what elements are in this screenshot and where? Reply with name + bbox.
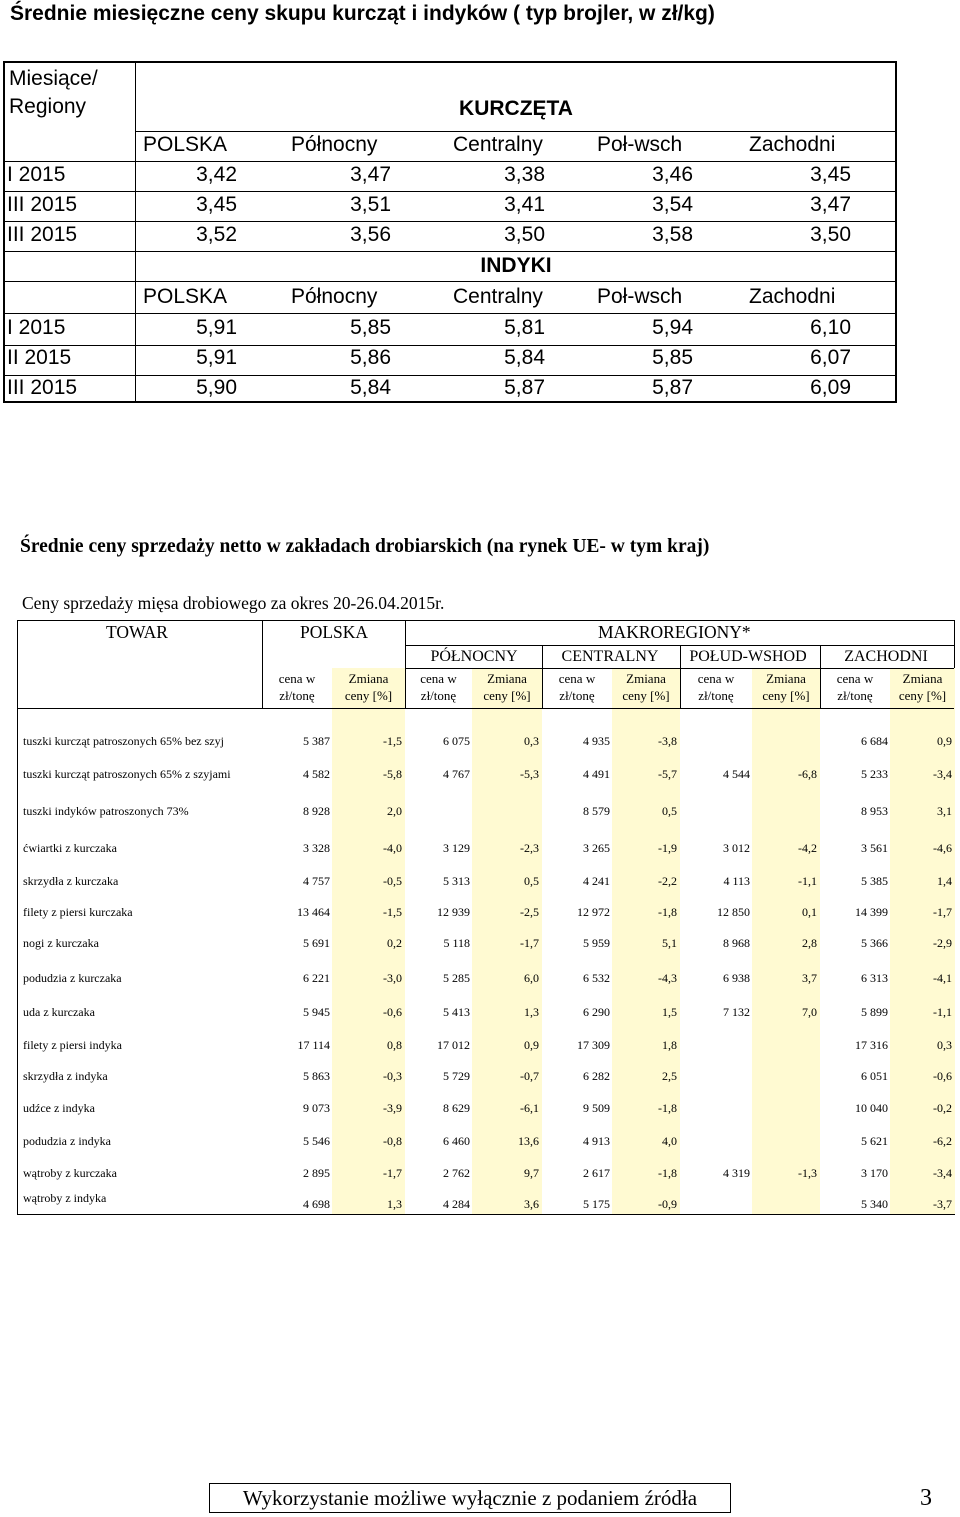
column-header-kurczeta-4: Zachodni [749,133,836,156]
data-cell: 5 285 [443,971,470,985]
data-cell: 5,1 [662,936,677,950]
section-title: Średnie ceny sprzedaży netto w zakładach drobiarskich (na rynek UE- w tym kraj) [20,536,710,557]
data-cell: 2 617 [583,1166,610,1180]
data-cell: 6 290 [583,1005,610,1019]
price-cell: 3,58 [652,223,693,246]
data-cell: 6 313 [861,971,888,985]
price-cell: 5,90 [196,376,237,399]
data-cell: 5 729 [443,1069,470,1083]
data-cell: -0,5 [383,874,402,888]
data-cell: -2,2 [658,874,677,888]
price-cell: 6,07 [810,346,851,369]
data-cell: 5 413 [443,1005,470,1019]
data-cell: 17 309 [577,1038,610,1052]
data-cell: 5 621 [861,1134,888,1148]
data-cell: -6,1 [520,1101,539,1115]
data-cell: 2 895 [303,1166,330,1180]
data-cell: 1,4 [937,874,952,888]
data-cell: 9 509 [583,1101,610,1115]
data-cell: 0,3 [524,734,539,748]
product-label: filety z piersi kurczaka [23,905,133,919]
subheader-change: Zmiana [902,671,943,686]
data-cell: -5,8 [383,767,402,781]
column-header-indyki-2: Centralny [453,285,543,308]
column-header-kurczeta-3: Poł-wsch [597,133,683,156]
price-cell: 3,51 [350,193,391,216]
region-header: POŁUD-WSHOD [689,648,807,665]
data-cell: -1,7 [520,936,539,950]
price-cell: 5,85 [350,316,391,339]
data-cell: 17 012 [437,1038,470,1052]
product-label: filety z piersi indyka [23,1038,122,1052]
product-label: uda z kurczaka [23,1005,95,1019]
subheader-price: cena w [278,671,316,686]
data-cell: 4 767 [443,767,470,781]
data-cell: 4 544 [723,767,750,781]
data-cell: -4,1 [933,971,952,985]
subheader-change: Zmiana [487,671,527,686]
subheader-change: ceny [%] [762,688,810,703]
header-polska: POLSKA [300,622,369,642]
corner-label-months: Miesiące/ [9,67,98,90]
row-label: I 2015 [7,316,66,339]
subheader-price: cena w [697,671,735,686]
data-cell: -0,2 [933,1101,952,1115]
data-cell: 0,9 [937,734,952,748]
row-label: II 2015 [7,346,72,369]
chicken-turkey-price-table [3,61,897,403]
data-cell: 5 313 [443,874,470,888]
price-cell: 3,54 [652,193,693,216]
data-cell: 6 938 [723,971,750,985]
price-cell: 3,45 [196,193,237,216]
data-cell: 1,5 [662,1005,677,1019]
data-cell: 6 075 [443,734,470,748]
data-cell: 6 051 [861,1069,888,1083]
product-label: wątroby z indyka [23,1191,107,1205]
subheader-change: Zmiana [766,671,806,686]
row-label: III 2015 [7,223,78,246]
data-cell: 3 328 [303,841,330,855]
subheader-price: zł/tonę [420,688,457,703]
data-cell: 3,6 [524,1197,539,1211]
data-cell: -0,6 [383,1005,402,1019]
data-cell: -2,9 [933,936,952,950]
data-cell: -1,5 [383,734,402,748]
subheader-change: ceny [%] [344,688,393,703]
subheader-price: cena w [558,671,596,686]
data-cell: 4 698 [303,1197,330,1211]
data-cell: -1,9 [658,841,677,855]
data-cell: -3,4 [933,1166,952,1180]
subheader-change: ceny [%] [622,688,670,703]
data-cell: -1,5 [383,905,402,919]
data-cell: 8 579 [583,804,610,818]
section-title-kurczeta: KURCZĘTA [459,97,573,120]
page-number: 3 [920,1485,932,1511]
data-cell: 4 582 [303,767,330,781]
product-label: podudzia z kurczaka [23,971,122,985]
data-cell: -3,7 [933,1197,952,1211]
row-divider [135,131,895,132]
data-cell: 10 040 [855,1101,888,1115]
price-cell: 5,94 [652,316,693,339]
data-cell: 5 175 [583,1197,610,1211]
data-cell: -1,7 [383,1166,402,1180]
price-cell: 5,91 [196,316,237,339]
data-cell: 0,1 [802,905,817,919]
data-cell: 6 460 [443,1134,470,1148]
price-cell: 5,91 [196,346,237,369]
poultry-meat-price-table [17,620,955,1215]
data-cell: -4,0 [383,841,402,855]
data-cell: 8 928 [303,804,330,818]
section-subtitle: Ceny sprzedaży mięsa drobiowego za okres 20-26.04.2015r. [22,593,445,613]
data-cell: -4,6 [933,841,952,855]
price-cell: 3,47 [350,163,391,186]
price-cell: 5,84 [504,346,545,369]
data-cell: 4 284 [443,1197,470,1211]
data-cell: 4 757 [303,874,330,888]
header-towar: TOWAR [106,622,168,642]
data-cell: -1,1 [933,1005,952,1019]
data-cell: 12 850 [717,905,750,919]
data-cell: 0,2 [387,936,402,950]
column-header-indyki-1: Północny [291,285,378,308]
price-cell: 6,09 [810,376,851,399]
subheader-price: cena w [420,671,457,686]
data-cell: 6 684 [861,734,888,748]
row-label: I 2015 [7,163,66,186]
data-cell: 3 265 [583,841,610,855]
data-cell: 12 972 [577,905,610,919]
column-header-kurczeta-0: POLSKA [143,133,228,156]
data-cell: 2,8 [802,936,817,950]
header-col-divider [262,621,263,708]
subheader-price: zł/tonę [698,688,734,703]
data-cell: -5,7 [658,767,677,781]
data-cell: 5 233 [861,767,888,781]
data-cell: -0,6 [933,1069,952,1083]
column-header-indyki-4: Zachodni [749,285,836,308]
row-divider [5,313,895,314]
price-cell: 3,42 [196,163,237,186]
data-cell: -3,4 [933,767,952,781]
data-cell: -1,8 [658,905,677,919]
subheader-price: cena w [836,671,874,686]
price-cell: 3,56 [350,223,391,246]
data-cell: 3 012 [723,841,750,855]
price-cell: 5,85 [652,346,693,369]
price-cell: 5,87 [652,376,693,399]
product-label: wątroby z kurczaka [23,1166,117,1180]
data-cell: 2,5 [662,1069,677,1083]
data-cell: 17 316 [855,1038,888,1052]
price-cell: 6,10 [810,316,851,339]
data-cell: -1,3 [798,1166,817,1180]
data-cell: 0,9 [524,1038,539,1052]
data-cell: -4,2 [798,841,817,855]
data-cell: 5 385 [861,874,888,888]
data-cell: -3,0 [383,971,402,985]
data-cell: 1,3 [387,1197,402,1211]
data-cell: 17 114 [297,1038,330,1052]
data-cell: 12 939 [437,905,470,919]
subheader-price: zł/tonę [837,688,873,703]
column-header-kurczeta-2: Centralny [453,133,543,156]
data-cell: 1,3 [524,1005,539,1019]
row-divider [5,161,895,162]
price-cell: 3,50 [504,223,545,246]
data-cell: -0,9 [658,1197,677,1211]
subheader-price: zł/tonę [279,688,315,703]
subheader-change: ceny [%] [483,688,531,703]
subheader-change: Zmiana [626,671,666,686]
data-cell: 2 762 [443,1166,470,1180]
row-label: III 2015 [7,193,78,216]
price-cell: 5,86 [350,346,391,369]
header-makroregiony: MAKROREGIONY* [598,622,751,642]
data-cell: 8 953 [861,804,888,818]
data-cell: 3 561 [861,841,888,855]
data-cell: 8 968 [723,936,750,950]
data-cell: 14 399 [855,905,888,919]
subheader-change: Zmiana [348,671,389,686]
data-cell: -4,3 [658,971,677,985]
data-cell: 3,7 [802,971,817,985]
data-cell: 13,6 [518,1134,539,1148]
data-cell: 4 491 [583,767,610,781]
subheader-change: ceny [%] [898,688,947,703]
data-cell: 5 118 [443,936,470,950]
product-label: tuszki kurcząt patroszonych 65% z szyjami [23,767,231,781]
row-divider [5,221,895,222]
data-cell: -6,8 [798,767,817,781]
data-cell: -1,8 [658,1101,677,1115]
data-cell: -3,8 [658,734,677,748]
data-cell: 0,5 [524,874,539,888]
data-cell: 6 532 [583,971,610,985]
section-title-indyki: INDYKI [480,254,552,277]
data-cell: 4 935 [583,734,610,748]
data-cell: 13 464 [297,905,330,919]
price-cell: 3,41 [504,193,545,216]
price-cell: 5,81 [504,316,545,339]
page-title: Średnie miesięczne ceny skupu kurcząt i indyków ( typ brojler, w zł/kg) [10,2,715,25]
data-cell: 6,0 [524,971,539,985]
data-cell: 5 546 [303,1134,330,1148]
data-cell: 5 691 [303,936,330,950]
data-cell: 6 221 [303,971,330,985]
region-header: ZACHODNI [844,648,928,665]
data-cell: 8 629 [443,1101,470,1115]
price-cell: 5,87 [504,376,545,399]
data-cell: 5 863 [303,1069,330,1083]
price-cell: 5,84 [350,376,391,399]
data-cell: 9 073 [303,1101,330,1115]
price-cell: 3,52 [196,223,237,246]
data-cell: 5 340 [861,1197,888,1211]
product-label: ćwiartki z kurczaka [23,841,117,855]
data-cell: -6,2 [933,1134,952,1148]
data-cell: 3 129 [443,841,470,855]
data-cell: 4,0 [662,1134,677,1148]
data-cell: 1,8 [662,1038,677,1052]
column-header-indyki-0: POLSKA [143,285,228,308]
data-cell: 5 366 [861,936,888,950]
region-header: CENTRALNY [561,648,659,665]
column-header-indyki-3: Poł-wsch [597,285,683,308]
data-cell: -1,8 [658,1166,677,1180]
data-cell: 5 899 [861,1005,888,1019]
price-cell: 3,45 [810,163,851,186]
product-label: udźce z indyka [23,1101,95,1115]
price-cell: 3,50 [810,223,851,246]
data-cell: 7 132 [723,1005,750,1019]
data-cell: -0,8 [383,1134,402,1148]
data-cell: 6 282 [583,1069,610,1083]
data-cell: -2,3 [520,841,539,855]
row-divider [5,281,895,282]
data-cell: 0,3 [937,1038,952,1052]
product-label: skrzydła z kurczaka [23,874,119,888]
subheader-price: zł/tonę [559,688,595,703]
data-cell: 0,5 [662,804,677,818]
data-cell: 0,8 [387,1038,402,1052]
column-header-kurczeta-1: Północny [291,133,378,156]
data-cell: -0,7 [520,1069,539,1083]
data-cell: -0,3 [383,1069,402,1083]
price-cell: 3,47 [810,193,851,216]
data-cell: 4 241 [583,874,610,888]
product-label: nogi z kurczaka [23,936,99,950]
price-cell: 3,46 [652,163,693,186]
header-divider [18,708,954,709]
corner-label-regions: Regiony [9,95,87,118]
data-cell: 5 959 [583,936,610,950]
region-header: PÓŁNOCNY [430,648,518,665]
data-cell: 4 319 [723,1166,750,1180]
row-divider [5,251,895,252]
data-cell: 5 945 [303,1005,330,1019]
data-cell: -3,9 [383,1101,402,1115]
data-cell: 5 387 [303,734,330,748]
data-cell: 2,0 [387,804,402,818]
product-label: podudzia z indyka [23,1134,111,1148]
product-label: tuszki indyków patroszonych 73% [23,804,189,818]
product-label: skrzydła z indyka [23,1069,108,1083]
row-label: III 2015 [7,376,78,399]
data-cell: 7,0 [802,1005,817,1019]
price-cell: 3,38 [504,163,545,186]
source-notice: Wykorzystanie możliwe wyłącznie z podaniem źródła [209,1483,731,1513]
data-cell: 3,1 [937,804,952,818]
data-cell: 9,7 [524,1166,539,1180]
product-label: tuszki kurcząt patroszonych 65% bez szyj [23,734,224,748]
data-cell: -1,1 [798,874,817,888]
data-cell: -1,7 [933,905,952,919]
data-cell: 3 170 [861,1166,888,1180]
data-cell: -5,3 [520,767,539,781]
data-cell: 4 913 [583,1134,610,1148]
data-cell: 4 113 [723,874,750,888]
row-divider [5,191,895,192]
data-cell: -2,5 [520,905,539,919]
